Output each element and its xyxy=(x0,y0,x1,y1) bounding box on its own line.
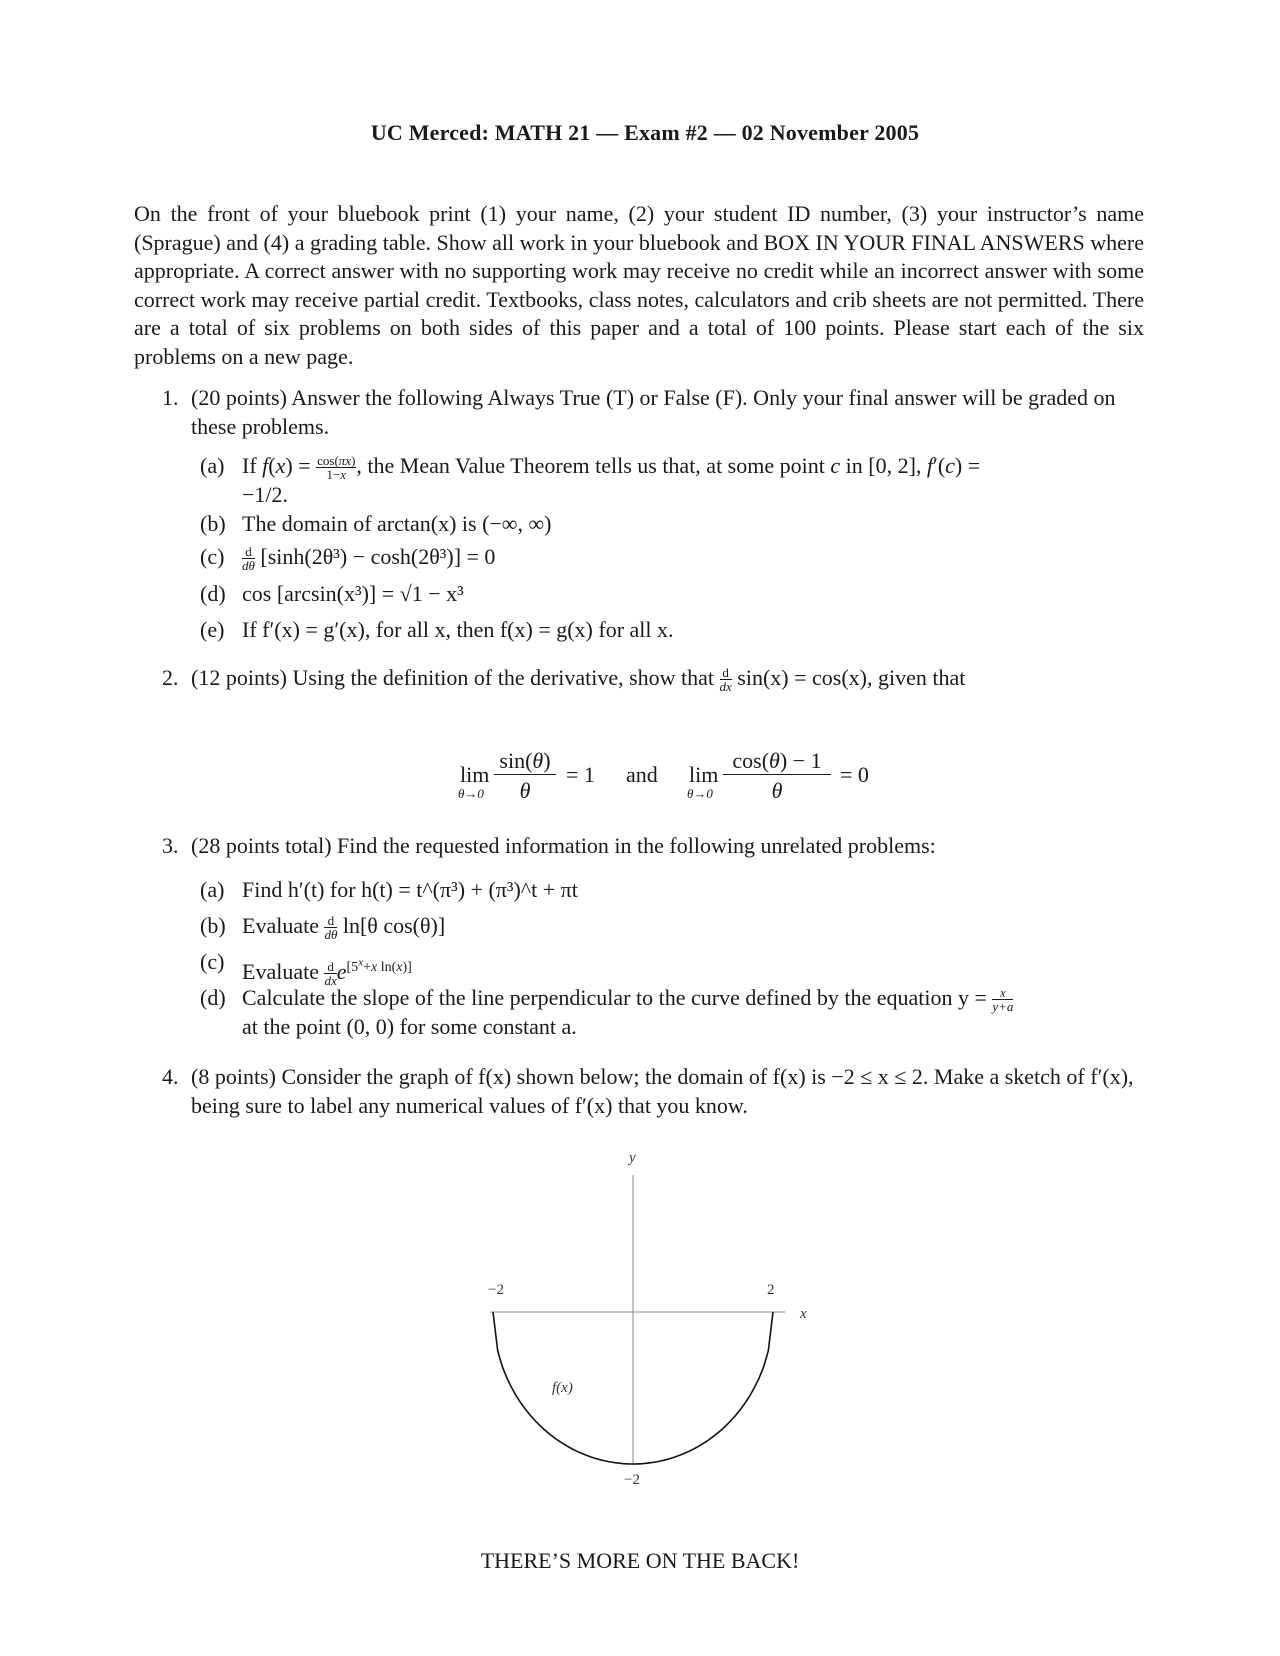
part-text: cos [arcsin(x³)] = √1 − x³ xyxy=(242,581,464,606)
part-text: Evaluate $\frac{d}{dx}$ e[5x+x ln(x)] xyxy=(242,956,412,989)
fraction: $\frac{x}{y+a}$ xyxy=(992,985,1014,1015)
problem-1 xyxy=(162,384,1144,441)
part-text: $\frac{d}{d\theta}$ [sinh(2θ³) − cosh(2θ³)] = 0 xyxy=(242,544,496,574)
problem-3c xyxy=(200,948,1144,987)
function-graph xyxy=(440,1140,840,1500)
problem-text: (12 points) Using the definition of the derivative, show that $\frac{d}{dx}$ sin(x) = cos(x), given that xyxy=(191,665,966,695)
problem-1a xyxy=(200,452,1144,509)
part-label: (a) xyxy=(200,877,225,902)
problem-number: 3. xyxy=(162,833,179,858)
page-title: UC Merced: MATH 21 — Exam #2 — 02 November 2005 xyxy=(370,120,920,145)
part-label: (b) xyxy=(200,913,226,938)
y-axis-label: y xyxy=(629,1150,636,1166)
problem-3b xyxy=(200,912,1144,941)
problem-4 xyxy=(162,1063,1144,1120)
part-label: (e) xyxy=(200,617,225,642)
problem-text: (8 points) Consider the graph of f(x) shown below; the domain of f(x) is −2 ≤ x ≤ 2. Make a sketch of f′(x), being sure to label any numerical values of f′(x) that you know. xyxy=(191,1064,1134,1118)
part-label: (c) xyxy=(200,949,225,974)
x-tick-label-2: 2 xyxy=(767,1282,775,1298)
curve-label: f(x) xyxy=(552,1380,573,1396)
problem-text: (28 points total) Find the requested information in the following unrelated problems: xyxy=(191,833,936,858)
part-text: If f′(x) = g′(x), for all x, then f(x) = g(x) for all x. xyxy=(242,617,674,642)
derivative-operator: $\frac{d}{dx}$ xyxy=(719,665,732,695)
part-text: Evaluate $\frac{d}{d\theta}$ ln[θ cos(θ)] xyxy=(242,913,446,943)
problem-text: (20 points) Answer the following Always True (T) or False (F). Only your final answer will be graded on these problems. xyxy=(191,385,1116,439)
part-text: Calculate the slope of the line perpendicular to the curve defined by the equation y = $\frac{x}{y+a}$ at the point (0, 0) for some constant a. xyxy=(242,985,1014,1040)
problem-3d xyxy=(200,984,1144,1041)
problem-1e xyxy=(200,616,1144,644)
instructions: On the front of your bluebook print (1) your name, (2) your student ID number, (3) your instructor’s name (Sprague) and (4) a grading table. Show all work in your bluebook and BOX IN YOUR FINAL ANSWERS where appropriate. A correct answer with no supporting work may receive no credit while an incorrect answer with some correct work may receive partial credit. Textbooks, class notes, calculators and crib sheets are not permitted. There are a total of six problems on both sides of this paper and a total of 100 points. Please start each of the six problems on a new page. xyxy=(134,201,1144,369)
problem-1c xyxy=(200,543,1144,572)
problem-number: 4. xyxy=(162,1064,179,1089)
problem-number: 1. xyxy=(162,385,179,410)
footer-note: THERE’S MORE ON THE BACK! xyxy=(480,1548,800,1573)
derivative-operator: $\frac{d}{d\theta}$ xyxy=(324,913,338,943)
x-axis-label: x xyxy=(800,1306,807,1322)
part-text: If f(x) = $\frac{\cos(\pi x)}{1-x}$ , the Mean Value Theorem tells us that, at some point c in [0, 2], f′(c) = −1/2. xyxy=(242,453,981,508)
problem-1d xyxy=(200,580,1144,608)
problem-3 xyxy=(162,832,1144,861)
derivative-operator: $\frac{d}{dx}$ xyxy=(324,959,337,989)
problem-3a xyxy=(200,876,1144,904)
y-tick-label-neg2: −2 xyxy=(624,1472,640,1488)
problem-number: 2. xyxy=(162,665,179,690)
part-text: The domain of arctan(x) is (−∞, ∞) xyxy=(242,511,552,536)
part-label: (d) xyxy=(200,985,226,1010)
part-label: (b) xyxy=(200,511,226,536)
part-text: Find h′(t) for h(t) = t^(π³) + (π³)^t + πt xyxy=(242,877,578,902)
part-label: (d) xyxy=(200,581,226,606)
part-label: (c) xyxy=(200,544,225,569)
derivative-operator: $\frac{d}{d\theta}$ xyxy=(242,544,255,574)
part-label: (a) xyxy=(200,453,225,478)
limit-equations: lim θ→0 sin(θ) θ = 1 and lim θ→0 cos(θ) − 1 θ = 0 xyxy=(458,748,869,803)
problem-1b xyxy=(200,510,1144,538)
x-tick-label-neg2: −2 xyxy=(488,1282,504,1298)
fraction: $\frac{\cos(\pi x)}{1-x}$ xyxy=(317,453,356,483)
problem-2 xyxy=(162,664,1144,693)
